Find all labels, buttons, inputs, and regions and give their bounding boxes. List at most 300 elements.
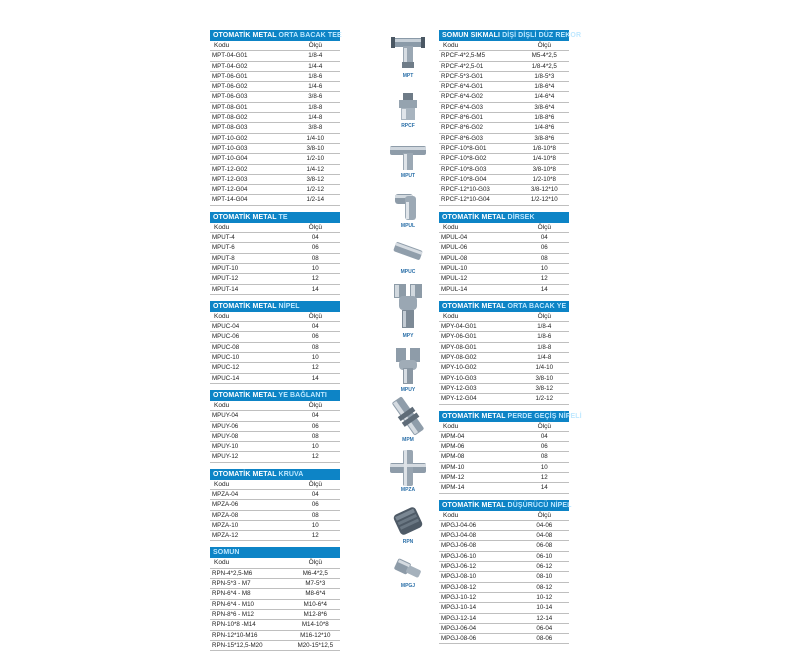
product-code: MPGJ-06-08 [439,541,520,551]
union-y-icon [392,346,424,386]
table-header-row [210,223,340,233]
product-size: 1/8-8 [291,102,340,112]
product-mpt [388,32,428,79]
product-code: MPY-08-G01 [439,342,520,352]
product-size: 1/8-4*2,5 [520,61,569,71]
product-code: MPY-10-G02 [439,363,520,373]
product-size: 14 [291,373,340,383]
table-title-highlight: KRUVA [278,470,304,478]
product-code: MPT-12-G04 [210,185,291,195]
product-size: 1/2-12*10 [520,195,569,205]
product-mput [388,136,428,179]
product-table [210,301,340,384]
product-table [210,30,340,206]
table-row [210,195,340,205]
product-size: 1/8-6 [291,71,340,81]
table-row [439,442,569,452]
product-size: 08-12 [520,582,569,592]
table-row [210,82,340,92]
product-size: 08 [291,510,340,520]
product-size: 10 [291,263,340,273]
product-size: 04 [291,411,340,421]
product-label: MPM [402,437,414,443]
table-row [210,233,340,243]
table-title [439,30,582,41]
table-row [439,92,569,102]
product-code: MPGJ-10-14 [439,603,520,613]
column-header-code: Kodu [210,41,291,51]
product-code: RPCF-10*8-G04 [439,174,520,184]
product-code: MPM-10 [439,462,520,472]
product-size: M7-5*3 [291,579,340,589]
table-title [439,500,572,511]
product-mpuy [388,346,428,393]
table-row [439,154,569,164]
product-size: 10-12 [520,592,569,602]
table-title-highlight: TE [278,213,288,221]
column-header-code: Kodu [439,312,520,322]
product-size: 08 [520,253,569,263]
product-code: MPT-08-G01 [210,102,291,112]
table-row [439,263,569,273]
bulkhead-union-icon [391,396,425,436]
table-title-highlight: NİPEL [278,302,300,310]
product-table [210,390,340,463]
product-size: 12 [291,531,340,541]
product-code: RPN-6*4 - M10 [210,599,291,609]
product-size: 10 [291,353,340,363]
product-code: MPGJ-08-10 [439,572,520,582]
product-size: 1/8-6 [520,332,569,342]
table-row [439,603,569,613]
product-code: MPGJ-08-06 [439,634,520,644]
table-row [210,489,340,499]
column-header-size: Ölçü [520,422,569,432]
table-header-row [439,511,569,521]
product-size: M8-6*4 [291,589,340,599]
product-size: 3/8-10 [520,373,569,383]
product-mpul [388,190,428,229]
product-code: MPZA-04 [210,489,291,499]
table-title [210,547,340,558]
product-mpm [388,396,428,443]
product-size: 3/8-12 [520,383,569,393]
table-title-highlight: DÜŞÜRÜCÜ NİPEL [507,501,572,509]
product-code: MPZA-06 [210,500,291,510]
table-row [210,373,340,383]
table-row [439,164,569,174]
product-size: 06 [291,500,340,510]
table-row [439,551,569,561]
table-row [439,452,569,462]
table-row [439,541,569,551]
product-code: MPGJ-04-06 [439,520,520,530]
product-table [439,30,582,206]
product-code: RPCF-10*8-G03 [439,164,520,174]
column-header-code: Kodu [210,312,291,322]
product-size: 12 [520,472,569,482]
product-size: 1/8-6*4 [520,82,569,92]
column-header-code: Kodu [439,422,520,432]
table-header-row [210,41,340,51]
table-row [210,154,340,164]
table-title-highlight: SOMUN [213,549,240,557]
product-code: MPGJ-04-08 [439,531,520,541]
table-row [439,562,569,572]
product-size: 3/8-12 [291,174,340,184]
product-code: MPUC-04 [210,322,291,332]
product-size: 1/2-14 [291,195,340,205]
product-size: 04 [291,489,340,499]
product-size: M10-6*4 [291,599,340,609]
table-row [210,113,340,123]
product-code: RPCF-12*10-G04 [439,195,520,205]
product-size: 04 [291,322,340,332]
table-row [210,609,340,619]
table-row [210,531,340,541]
spec-table [210,558,340,651]
table-row [439,613,569,623]
table-row [210,71,340,81]
table-title-highlight: DİRSEK [507,213,535,221]
product-table [210,547,340,651]
table-row [210,452,340,462]
spec-table [439,422,569,494]
table-row [439,582,569,592]
product-size: 04-06 [520,520,569,530]
table-row [439,394,569,404]
product-label: MPT [402,73,414,79]
table-row [439,71,569,81]
column-header-size: Ölçü [520,41,569,51]
product-code: MPT-10-G04 [210,154,291,164]
column-header-size: Ölçü [291,401,340,411]
product-size: 1/8-10*8 [520,143,569,153]
table-row [210,342,340,352]
table-header-row [210,401,340,411]
product-code: MPM-14 [439,483,520,493]
product-size: 1/4-4 [291,61,340,71]
table-row [439,133,569,143]
product-size: 3/8-8*6 [520,133,569,143]
product-code: MPUL-12 [439,274,520,284]
table-row [210,102,340,112]
product-label: MPZA [400,487,416,493]
table-title-prefix: OTOMATİK METAL [442,213,506,221]
table-row [210,185,340,195]
product-code: MPT-12-G03 [210,174,291,184]
product-code: MPGJ-10-12 [439,592,520,602]
column-header-size: Ölçü [291,312,340,322]
product-code: MPT-08-G02 [210,113,291,123]
product-rpcf [388,92,428,129]
product-size: 1/4-12 [291,164,340,174]
product-size: 12 [291,363,340,373]
product-size: 3/8-8 [291,123,340,133]
product-size: 12 [291,274,340,284]
product-size: 12 [520,274,569,284]
table-row [439,431,569,441]
product-mpy [388,282,428,339]
product-code: MPUC-06 [210,332,291,342]
spec-table [439,41,569,206]
product-table [439,212,569,295]
table-row [210,263,340,273]
product-size: 1/4-10 [291,133,340,143]
column-header-size: Ölçü [291,558,340,568]
product-code: MPUL-04 [439,233,520,243]
product-code: MPUC-08 [210,342,291,352]
product-size: 3/8-10*8 [520,164,569,174]
table-header-row [439,223,569,233]
product-size: 1/4-8 [291,113,340,123]
table-row [439,82,569,92]
product-size: M16-12*10 [291,630,340,640]
product-code: MPUL-08 [439,253,520,263]
table-row [439,143,569,153]
table-row [210,164,340,174]
product-code: RPN-12*10-M16 [210,630,291,640]
table-row [210,332,340,342]
product-size: 10 [291,520,340,530]
product-code: MPUY-06 [210,421,291,431]
product-size: 06 [291,243,340,253]
product-size: 14 [520,483,569,493]
product-table [439,301,569,405]
table-row [210,431,340,441]
product-code: MPUT-14 [210,284,291,294]
table-header-row [210,312,340,322]
product-size: 1/8-8 [520,342,569,352]
table-title [210,469,340,480]
product-code: MPUT-10 [210,263,291,273]
table-row [210,51,340,61]
product-size: M14-10*8 [291,620,340,630]
product-size: 06-08 [520,541,569,551]
table-title-prefix: SOMUN SIKMALI [442,32,501,39]
table-row [439,373,569,383]
product-code: RPCF-4*2,5-M5 [439,51,520,61]
column-header-size: Ölçü [291,480,340,490]
product-size: 3/8-6 [291,92,340,102]
table-row [210,411,340,421]
column-header-size: Ölçü [520,511,569,521]
product-code: MPUL-10 [439,263,520,273]
product-size: 06 [520,243,569,253]
table-row [210,61,340,71]
product-code: RPN-10*8 -M14 [210,620,291,630]
column-header-code: Kodu [210,558,291,568]
product-size: 08 [291,431,340,441]
spec-table [439,511,569,645]
table-row [210,363,340,373]
table-row [439,572,569,582]
table-row [210,253,340,263]
product-size: 08-06 [520,634,569,644]
table-row [439,102,569,112]
table-row [210,123,340,133]
product-code: MPT-06-G02 [210,82,291,92]
product-code: MPUY-08 [210,431,291,441]
nut-icon [391,504,425,538]
product-mpgj [388,556,428,589]
table-row [439,634,569,644]
product-code: MPY-04-G01 [439,322,520,332]
column-header-code: Kodu [439,223,520,233]
table-row [439,353,569,363]
product-code: MPUY-04 [210,411,291,421]
product-size: 1/8-4 [291,51,340,61]
product-size: 10-14 [520,603,569,613]
table-row [439,253,569,263]
product-code: MPUT-4 [210,233,291,243]
product-code: RPCF-6*4-G03 [439,102,520,112]
product-table [210,469,340,542]
product-code: MPT-08-G03 [210,123,291,133]
product-code: MPUL-14 [439,284,520,294]
product-size: M6-4*2,5 [291,568,340,578]
product-size: M20-15*12,5 [291,640,340,650]
product-size: 1/8-5*3 [520,71,569,81]
table-title-prefix: OTOMATİK METAL [213,213,277,221]
product-code: MPT-12-G02 [210,164,291,174]
product-size: 04 [520,431,569,441]
product-size: 1/2-12 [291,185,340,195]
product-code: MPT-06-G01 [210,71,291,81]
column-header-code: Kodu [439,511,520,521]
spec-table [210,41,340,206]
table-row [210,442,340,452]
table-row [210,520,340,530]
product-code: MPT-10-G02 [210,133,291,143]
product-size: 1/4-6 [291,82,340,92]
product-size: 04 [520,233,569,243]
product-code: MPM-04 [439,431,520,441]
table-row [210,174,340,184]
product-code: MPGJ-08-12 [439,582,520,592]
left-column [210,30,340,657]
product-size: 12 [291,452,340,462]
product-code: RPCF-12*10-G03 [439,185,520,195]
table-row [439,462,569,472]
product-code: MPGJ-12-14 [439,613,520,623]
product-size: 12-14 [520,613,569,623]
product-code: MPZA-12 [210,531,291,541]
table-row [210,568,340,578]
product-label: MPY [402,333,414,339]
product-label: MPUC [400,269,416,275]
product-code: MPT-04-G01 [210,51,291,61]
product-size: 06 [291,421,340,431]
product-code: RPCF-6*4-G01 [439,82,520,92]
table-title-highlight: DİŞİ DİŞLİ DÜZ REKOR [502,32,582,39]
table-row [210,640,340,650]
product-code: RPN-4*2,5-M6 [210,568,291,578]
product-code: MPGJ-06-10 [439,551,520,561]
table-row [210,599,340,609]
product-table [439,500,572,645]
table-title-highlight: YE BAĞLANTI [278,391,327,399]
product-code: RPN-6*4 - M8 [210,589,291,599]
table-title [210,301,340,312]
product-size: 06 [520,442,569,452]
product-size: 10 [520,263,569,273]
column-header-size: Ölçü [291,223,340,233]
product-code: MPM-08 [439,452,520,462]
column-header-code: Kodu [439,41,520,51]
table-row [439,123,569,133]
straight-union-icon [392,240,424,268]
product-code: MPGJ-06-04 [439,623,520,633]
table-title [439,411,582,422]
table-title [210,30,340,41]
product-size: 3/8-12*10 [520,185,569,195]
elbow-fitting-icon [393,190,423,222]
table-row [439,342,569,352]
product-size: 14 [291,284,340,294]
product-label: MPGJ [400,583,416,589]
table-row [210,353,340,363]
product-size: 1/2-10*8 [520,174,569,184]
product-code: MPUL-06 [439,243,520,253]
cross-fitting-icon [390,450,426,486]
product-size: 1/2-12 [520,394,569,404]
table-row [210,579,340,589]
table-row [439,383,569,393]
reducer-icon [393,556,423,582]
column-header-code: Kodu [210,480,291,490]
table-row [439,185,569,195]
table-title-prefix: OTOMATİK METAL [213,470,277,478]
table-row [439,61,569,71]
table-row [439,233,569,243]
table-title-prefix: OTOMATİK METAL [442,302,506,310]
product-code: RPCF-4*2,5-01 [439,61,520,71]
product-size: 06-04 [520,623,569,633]
spec-table [210,223,340,295]
table-row [439,284,569,294]
union-tee-icon [390,136,426,172]
product-code: MPZA-08 [210,510,291,520]
product-code: RPN-15*12,5-M20 [210,640,291,650]
table-title-prefix: OTOMATİK METAL [213,391,277,399]
column-header-size: Ölçü [520,223,569,233]
female-connector-icon [393,92,423,122]
product-code: RPCF-6*4-G02 [439,92,520,102]
table-row [439,113,569,123]
product-size: 08 [520,452,569,462]
table-row [210,284,340,294]
product-code: MPUY-12 [210,452,291,462]
product-code: MPUT-8 [210,253,291,263]
product-size: 10 [520,462,569,472]
product-table [439,411,582,494]
product-size: 14 [520,284,569,294]
table-row [439,623,569,633]
product-code: MPUC-14 [210,373,291,383]
spec-table [210,312,340,384]
product-code: RPCF-10*8-G01 [439,143,520,153]
table-title-highlight: PERDE GEÇİŞ NİPELİ [507,412,582,420]
table-row [439,195,569,205]
product-size: 04 [291,233,340,243]
product-size: 06-10 [520,551,569,561]
product-code: RPN-8*6 - M12 [210,609,291,619]
table-row [439,322,569,332]
product-code: MPUC-12 [210,363,291,373]
product-code: MPUT-12 [210,274,291,284]
product-size: 08 [291,342,340,352]
